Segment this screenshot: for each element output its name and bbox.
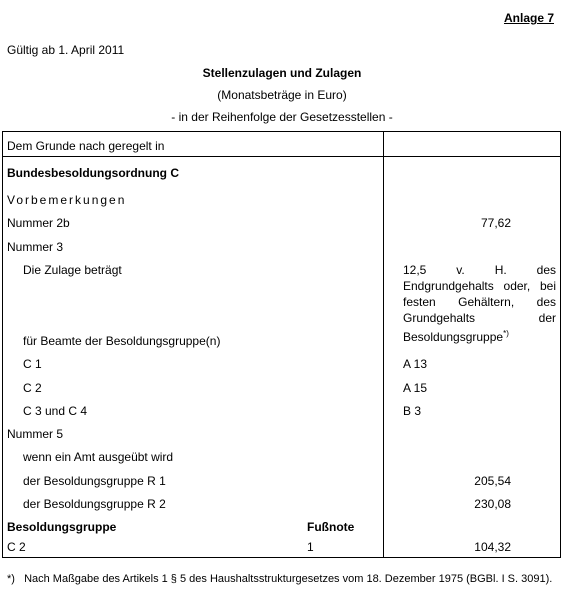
r1-label: der Besoldungsgruppe R 1 [23,474,166,488]
document-subtitle: (Monatsbeträge in Euro) [217,88,347,102]
c1-label: C 1 [23,357,42,371]
order-note: - in der Reihenfolge der Gesetzesstellen - [171,110,393,124]
zulage-footnote-mark: *) [503,329,509,338]
prelim-heading: Vorbemerkungen [7,193,127,207]
footnote-text: Nach Maßgabe des Artikels 1 § 5 des Haushaltsstrukturgesetzes vom 18. Dezember 1975 (BGBl. I S. 3091). [24,573,553,585]
r2-label: der Besoldungsgruppe R 2 [23,497,166,511]
last-group: C 2 [7,540,26,554]
nr3-label: Nummer 3 [7,240,64,254]
c2-label: C 2 [23,381,42,395]
nr5-label: Nummer 5 [7,427,64,441]
footnote [7,572,555,586]
c34-label: C 3 und C 4 [23,404,88,418]
r2-value: 230,08 [474,497,511,511]
table-header: Dem Grunde nach geregelt in [7,139,165,153]
beamte-label: für Beamte der Besoldungsgruppe(n) [23,334,221,348]
bg-heading: Besoldungsgruppe [7,520,117,534]
zulage-label: Die Zulage beträgt [23,263,122,277]
document-title: Stellenzulagen und Zulagen [202,66,362,80]
column-divider [383,131,384,557]
c1-value: A 13 [403,357,428,371]
zulage-text [403,262,556,345]
header-divider [2,156,561,157]
c34-value: B 3 [403,404,422,418]
c2-value: A 15 [403,381,428,395]
footnote-heading: Fußnote [307,520,355,534]
annex-label: Anlage 7 [503,11,554,25]
footnote-mark: *) [7,573,15,585]
valid-from: Gültig ab 1. April 2011 [7,43,125,57]
nr2b-label: Nummer 2b [7,216,70,230]
section-heading: Bundesbesoldungsordnung C [7,166,179,180]
amt-label: wenn ein Amt ausgeübt wird [23,450,174,464]
last-footnote: 1 [307,540,314,554]
r1-value: 205,54 [474,474,511,488]
zulage-text-body: 12,5 v. H. des Endgrundgehalts oder, bei festen Gehältern, des Grundgehalts der Besoldungsgruppe [403,263,556,344]
nr2b-value: 77,62 [480,216,511,230]
last-value: 104,32 [474,540,511,554]
